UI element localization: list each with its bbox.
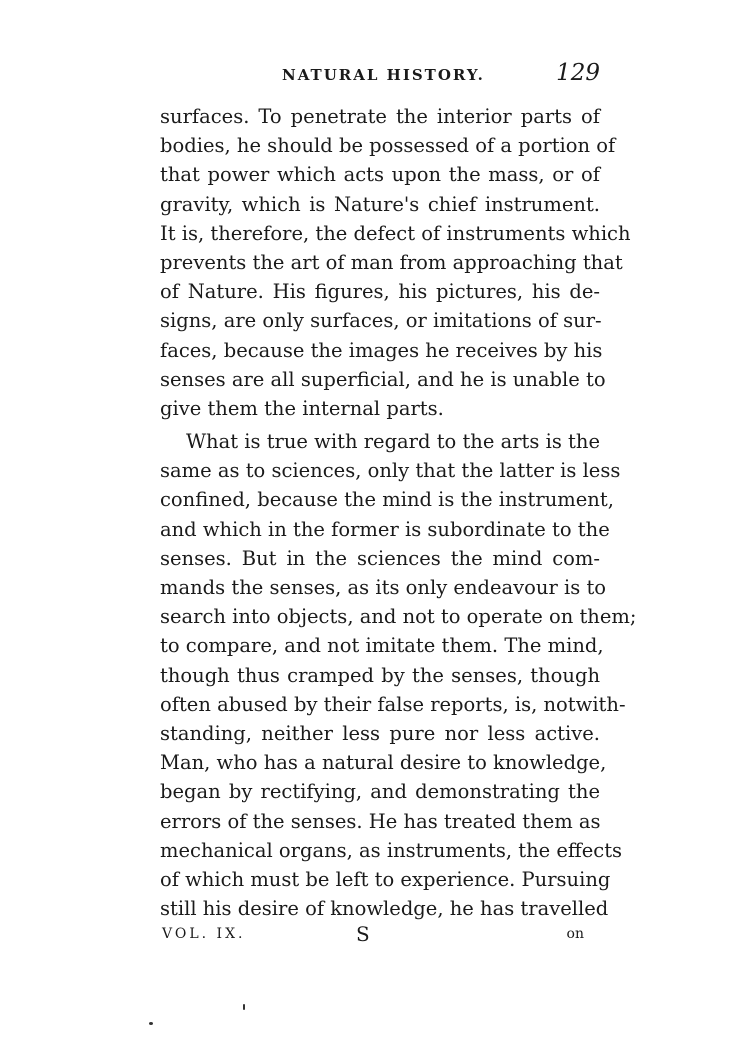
text-line: still his desire of knowledge, he has travelled: [160, 897, 609, 921]
text-line: errors of the senses. He has treated them as: [160, 809, 601, 833]
ink-speck: [149, 1022, 153, 1025]
body-text: [160, 102, 637, 923]
text-line: surfaces. To penetrate the interior parts of: [160, 105, 600, 128]
text-line: of Nature. His figures, his pictures, his de-: [160, 280, 600, 304]
text-line: gravity, which is Nature's chief instrument.: [160, 192, 600, 216]
text-line: search into objects, and not to operate on them;: [160, 605, 637, 629]
running-head: [160, 60, 600, 90]
text-line: mands the senses, as its only endeavour is to: [160, 576, 607, 599]
page-footer: [160, 922, 600, 952]
text-line: same as to sciences, only that the latter is less: [160, 459, 621, 483]
text-line: senses. But in the sciences the mind com-: [160, 546, 600, 570]
text-line: of which must be left to experience. Pursuing: [160, 867, 611, 891]
text-line: that power which acts upon the mass, or of: [160, 163, 600, 187]
text-line: What is true with regard to the arts is the: [186, 430, 600, 454]
text-line: senses are all superficial, and he is unable to: [160, 367, 606, 391]
text-line: bodies, he should be possessed of a portion of: [160, 134, 616, 158]
text-line: often abused by their false reports, is, notwith-: [160, 692, 626, 716]
text-line: Man, who has a natural desire to knowledge,: [160, 751, 607, 775]
ink-speck: [243, 1004, 245, 1010]
running-title: NATURAL HISTORY.: [282, 66, 485, 84]
text-line: signs, are only surfaces, or imitations of sur-: [160, 309, 602, 333]
volume-marker: VOL. IX.: [162, 926, 246, 942]
catchword: on: [566, 926, 584, 942]
text-line: to compare, and not imitate them. The mind,: [160, 634, 604, 658]
text-line: It is, therefore, the defect of instruments which: [160, 221, 631, 245]
text-line: standing, neither less pure nor less active.: [160, 721, 600, 745]
signature-mark: S: [356, 922, 370, 946]
paragraph: [160, 102, 631, 423]
text-line: mechanical organs, as instruments, the effects: [160, 838, 623, 862]
text-line: confined, because the mind is the instrument,: [160, 488, 614, 512]
page-number: 129: [556, 60, 600, 86]
text-line: and which in the former is subordinate to the: [160, 517, 610, 541]
text-line: give them the internal parts.: [160, 396, 444, 420]
text-line: began by rectifying, and demonstrating the: [160, 780, 600, 804]
text-line: faces, because the images he receives by his: [160, 338, 603, 362]
paragraph: [160, 427, 637, 923]
text-line: though thus cramped by the senses, though: [160, 663, 600, 687]
text-line: prevents the art of man from approaching that: [160, 250, 623, 274]
